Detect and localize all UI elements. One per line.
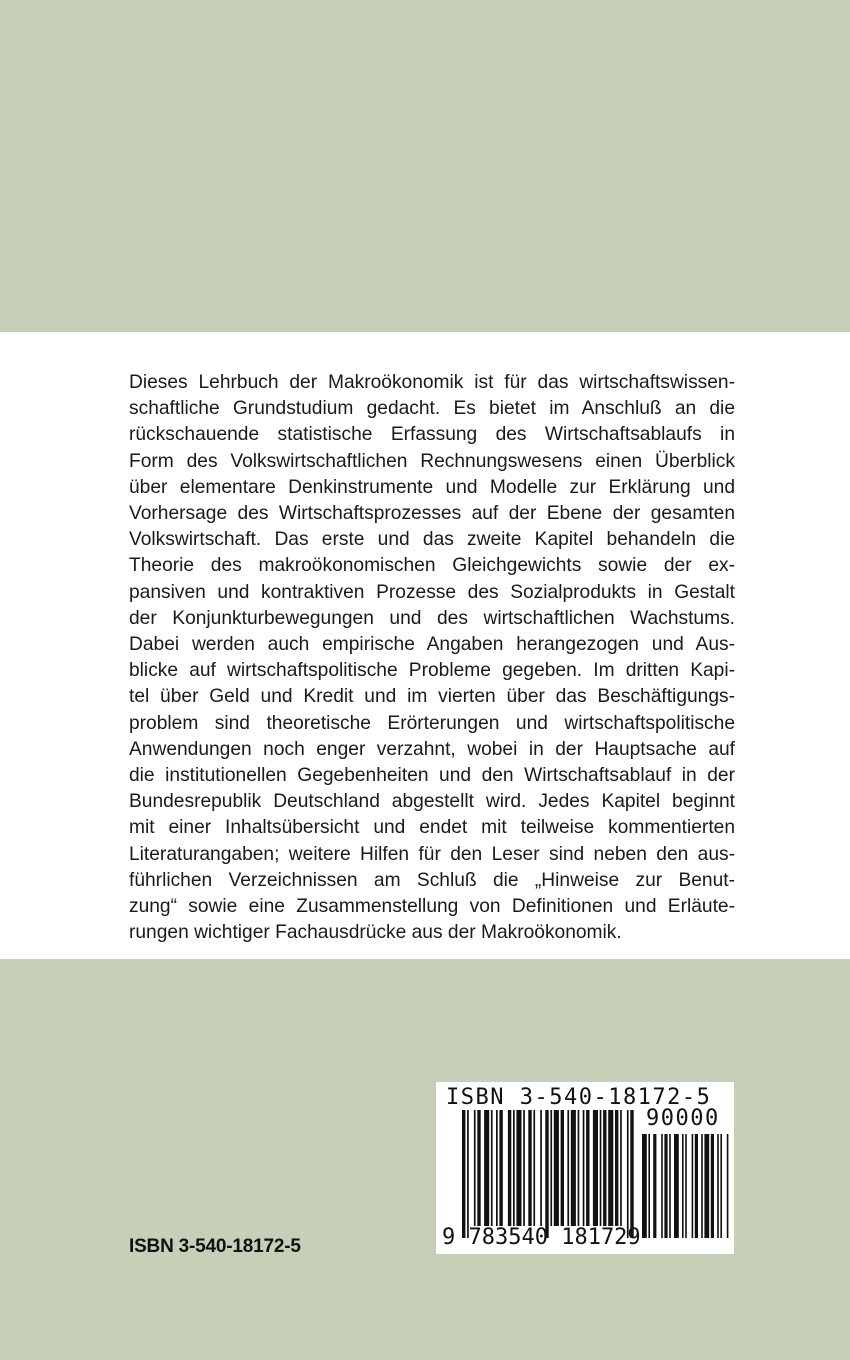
description-line: rückschauende statistische Erfassung des Wirtschaftsablaufs in [129, 424, 735, 446]
barcode-bar [496, 1110, 498, 1226]
cover-top-band [0, 0, 850, 332]
barcode-bar [540, 1110, 542, 1226]
barcode-bar [550, 1110, 552, 1226]
barcode-bar [608, 1110, 613, 1226]
barcode-digits: 9 783540 181729 [442, 1225, 641, 1250]
barcode-addon-bar [664, 1134, 667, 1238]
barcode-addon-bar [674, 1134, 679, 1238]
barcode-bar [474, 1110, 476, 1226]
book-description [129, 370, 735, 946]
barcode-bar [523, 1110, 525, 1226]
barcode-bar [586, 1110, 589, 1226]
description-line: Form des Volkswirtschaftlichen Rechnungswesens einen Überblick [129, 450, 735, 472]
barcode-bar [578, 1110, 580, 1226]
barcode-bar [561, 1110, 564, 1226]
barcode-addon-bar [682, 1134, 684, 1238]
barcode-bar [630, 1110, 633, 1238]
barcode-bar [477, 1110, 480, 1226]
barcode-isbn-text: ISBN 3-540-18172-5 [446, 1085, 712, 1110]
description-line: Dieses Lehrbuch der Makroökonomik ist für das wirtschaftswissen- [129, 372, 735, 393]
barcode-bar [554, 1110, 559, 1226]
barcode-addon-bar [661, 1134, 663, 1238]
barcode-addon-bar [653, 1134, 656, 1238]
barcode-bar [462, 1110, 465, 1238]
isbn-barcode [436, 1082, 734, 1254]
barcode-addon-bar [648, 1134, 650, 1238]
barcode-bar [603, 1110, 606, 1226]
description-line: Anwendungen noch enger verzahnt, wobei in der Hauptsache auf [129, 738, 735, 760]
barcode-addon-bar [717, 1134, 719, 1238]
description-line: zung“ sowie eine Zusammenstellung von Definitionen und Erläute- [129, 896, 735, 918]
description-line: schaftliche Grundstudium gedacht. Es bietet im Anschluß an die [129, 398, 735, 420]
barcode-bar [484, 1110, 489, 1226]
description-line: tel über Geld und Kredit und im vierten über das Beschäftigungs- [129, 686, 735, 708]
barcode-addon-digits: 90000 [646, 1106, 720, 1131]
description-line: Vorhersage des Wirtschaftsprozesses auf der Ebene der gesamten [129, 503, 735, 525]
description-line: blicke auf wirtschaftspolitische Probleme gegeben. Im dritten Kapi- [129, 660, 735, 682]
barcode-bar [615, 1110, 618, 1226]
barcode-addon-bar [669, 1134, 671, 1238]
description-line: Theorie des makroökonomischen Gleichgewichts sowie der ex- [129, 555, 735, 577]
description-line: die institutionellen Gegebenheiten und den Wirtschaftsablauf in der [129, 765, 735, 787]
barcode-bar [467, 1110, 469, 1238]
description-line: problem sind theoretische Erörterungen und wirtschaftspolitische [129, 712, 735, 734]
barcode-addon-bar [685, 1134, 687, 1238]
barcode-bar [583, 1110, 585, 1226]
description-line: der Konjunkturbewegungen und des wirtschaftlichen Wachstums. [129, 607, 735, 629]
barcode-addon-bar [727, 1134, 729, 1238]
barcode-addon-bar [701, 1134, 703, 1238]
barcode-bar [499, 1110, 502, 1226]
description-line: über elementare Denkinstrumente und Modelle zur Erklärung und [129, 476, 735, 498]
barcode-bar [571, 1110, 576, 1226]
barcode-addon-bar [695, 1134, 698, 1238]
description-line: Dabei werden auch empirische Angaben herangezogen und Aus- [129, 634, 735, 656]
barcode-bar [508, 1110, 511, 1226]
barcode-addon-bar [642, 1134, 647, 1238]
description-line: Bundesrepublik Deutschland abgestellt wird. Jedes Kapitel beginnt [129, 791, 735, 813]
description-line: führlichen Verzeichnissen am Schluß die „Hinweise zur Benut- [129, 869, 735, 891]
isbn-label: ISBN 3-540-18172-5 [129, 1236, 301, 1257]
barcode-bar [516, 1110, 521, 1226]
barcode-addon-bar [704, 1134, 709, 1238]
barcode-bar [593, 1110, 598, 1226]
barcode-bar [533, 1110, 535, 1226]
barcode-bar [627, 1110, 629, 1238]
description-line: Literaturangaben; weitere Hilfen für den Leser sind neben den aus- [129, 843, 735, 865]
description-line: rungen wichtiger Fachausdrücke aus der Makroökonomik. [129, 922, 622, 944]
description-line: Volkswirtschaft. Das erste und das zweite Kapitel behandeln die [129, 529, 735, 551]
barcode-bar [513, 1110, 515, 1226]
description-line: mit einer Inhaltsübersicht und endet mit teilweise kommentierten [129, 817, 735, 839]
barcode-addon-bar [720, 1134, 722, 1238]
barcode-bar [545, 1110, 548, 1238]
barcode-bar [528, 1110, 531, 1226]
barcode-addon-bar [711, 1134, 714, 1238]
description-line: pansiven und kontraktiven Prozesse des Sozialprodukts in Gestalt [129, 581, 735, 603]
barcode-addon-bar [692, 1134, 694, 1238]
barcode-bar [567, 1110, 569, 1226]
barcode-bar [491, 1110, 493, 1226]
barcode-bar [620, 1110, 622, 1226]
barcode-bar [600, 1110, 602, 1226]
